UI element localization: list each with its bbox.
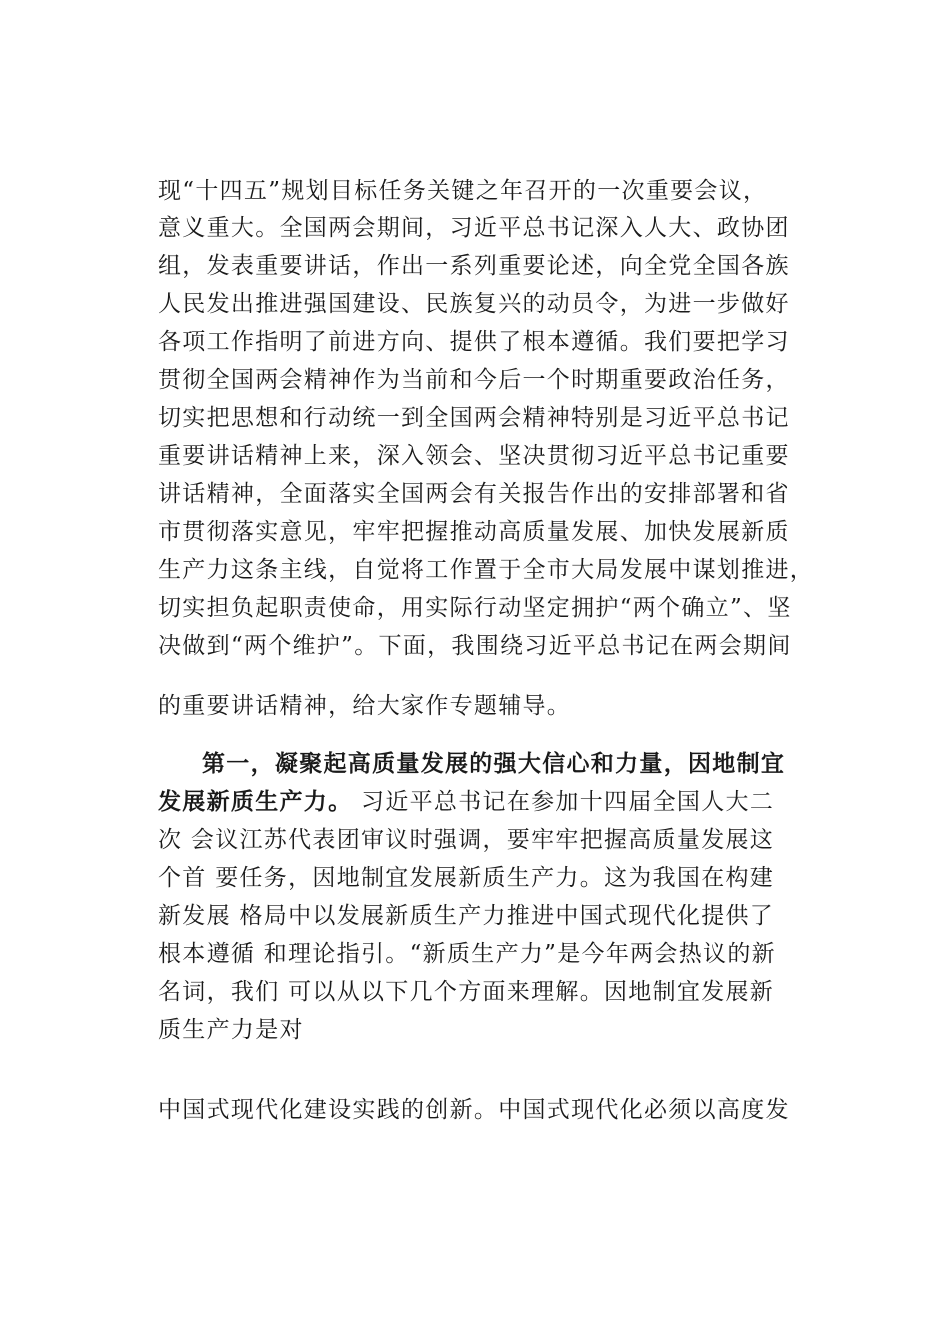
section-heading-tail: 发展新质生产力。 bbox=[158, 788, 353, 815]
body-text-line: 的重要讲话精神，给大家作专题辅导。 bbox=[158, 693, 572, 719]
body-text-line: 决做到“两个维护”。下面，我围绕习近平总书记在两会期间 bbox=[158, 633, 792, 659]
section-body-start: 习近平总书记在参加十四届全国人大二 bbox=[352, 789, 775, 815]
section-heading-continued bbox=[158, 787, 822, 817]
body-text-line: 人民发出推进强国建设、民族复兴的动员令，为进一步做好 bbox=[158, 291, 790, 317]
section-heading: 第一，凝聚起高质量发展的强大信心和力量，因地制宜 bbox=[202, 750, 786, 777]
body-text-line: 贯彻全国两会精神作为当前和今后一个时期重要政治任务， bbox=[158, 367, 790, 393]
body-text-line: 讲话精神，全面落实全国两会有关报告作出的安排部署和省 bbox=[158, 481, 790, 507]
body-text-line: 新发展 格局中以发展新质生产力推进中国式现代化提供了 bbox=[158, 903, 775, 929]
body-text-line: 名词，我们 可以从以下几个方面来理解。因地制宜发展新 bbox=[158, 979, 775, 1005]
body-text-line: 市贯彻落实意见，牢牢把握推动高质量发展、加快发展新质 bbox=[158, 519, 790, 545]
body-text-line: 现“十四五”规划目标任务关键之年召开的一次重要会议， bbox=[158, 178, 768, 204]
body-text-line: 生产力这条主线，自觉将工作置于全市大局发展中谋划推进， bbox=[158, 557, 815, 583]
body-text-line: 根本遵循 和理论指引。“新质生产力”是今年两会热议的新 bbox=[158, 941, 776, 967]
body-text-line: 次 会议江苏代表团审议时强调，要牢牢把握高质量发展这 bbox=[158, 827, 775, 853]
body-text-line: 组，发表重要讲话，作出一系列重要论述，向全党全国各族 bbox=[158, 253, 790, 279]
body-text-line: 意义重大。全国两会期间，习近平总书记深入人大、政协团 bbox=[158, 215, 790, 241]
body-text-line: 质生产力是对 bbox=[158, 1017, 304, 1043]
body-text-line: 切实担负起职责使命，用实际行动坚定拥护“两个确立”、坚 bbox=[158, 595, 792, 621]
body-text-line: 切实把思想和行动统一到全国两会精神特别是习近平总书记 bbox=[158, 405, 790, 431]
body-text-line: 重要讲话精神上来，深入领会、坚决贯彻习近平总书记重要 bbox=[158, 443, 790, 469]
body-text-line: 各项工作指明了前进方向、提供了根本遵循。我们要把学习 bbox=[158, 329, 790, 355]
body-text-line: 中国式现代化建设实践的创新。中国式现代化必须以高度发 bbox=[158, 1097, 790, 1123]
body-text-line: 个首 要任务，因地制宜发展新质生产力。这为我国在构建 bbox=[158, 865, 775, 891]
